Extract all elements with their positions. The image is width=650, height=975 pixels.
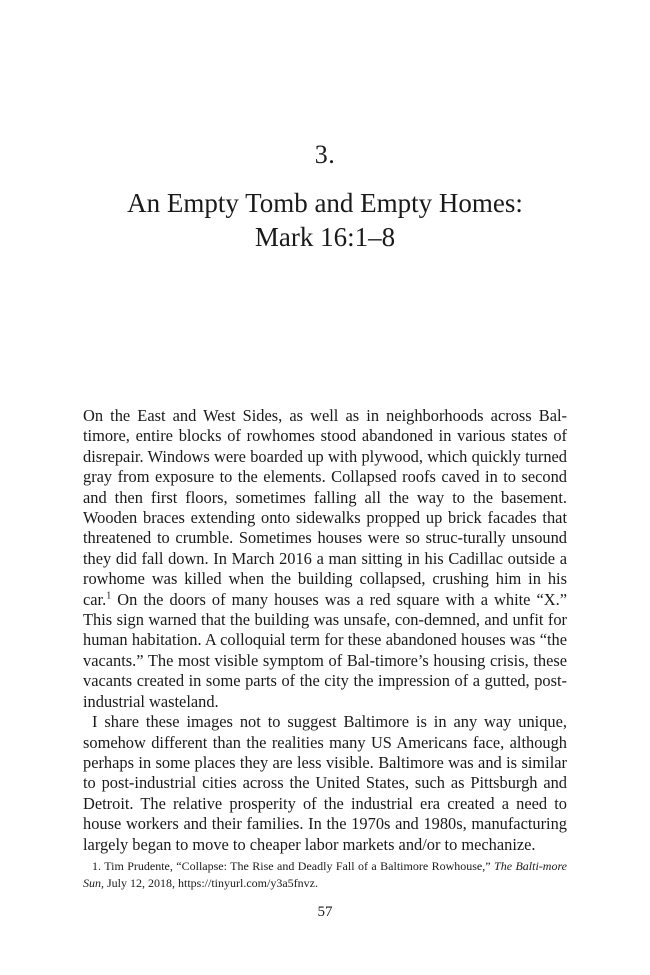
paragraph-1-continued: On the doors of many houses was a red square with a white “X.” This sign warned that the building was unsafe, con-demned, and unfit for human habitation. A colloquial term for these abandoned houses was “the vacants.” The most visible symptom of Bal-timore’s housing crisis, these vacants created in some parts of the city the impression of a gutted, post-industrial wasteland. (83, 589, 567, 711)
footnote-publication: The Balti-more Sun (83, 859, 567, 890)
body-text (83, 406, 567, 855)
footnote-reference: 1 (106, 590, 112, 602)
footnote-text-before: Tim Prudente, “Collapse: The Rise and Deadly Fall of a Baltimore Rowhouse,” (101, 859, 495, 873)
footnote-number: 1. (92, 859, 101, 873)
paragraph-1 (83, 406, 567, 712)
page-number: 57 (317, 904, 333, 920)
chapter-title-line1: An Empty Tomb and Empty Homes: (127, 188, 523, 218)
chapter-number: 3. (314, 140, 336, 169)
footnote (83, 858, 567, 892)
chapter-title (0, 186, 650, 254)
chapter-title-line2: Mark 16:1–8 (254, 222, 396, 252)
paragraph-2: I share these images not to suggest Baltimore is in any way unique, somehow different than the realities many US Americans face, although perhaps in some places they are less visible. Baltimore was and is similar to post-industrial cities across the United States, such as Pittsburgh and Detroit. The relative prosperity of the industrial era created a need to house workers and their families. In the 1970s and 1980s, manufacturing largely began to move to cheaper labor markets and/or to mechanize. (83, 712, 567, 854)
footnote-text-after: , July 12, 2018, https://tinyurl.com/y3a5fnvz. (101, 876, 318, 890)
paragraph-1-text: On the East and West Sides, as well as in neighborhoods across Bal-timore, entire blocks of rowhomes stood abandoned in various states of disrepair. Windows were boarded up with plywood, which quickly turned gray from exposure to the elements. Collapsed roofs caved in to second and then first floors, sometimes falling all the way to the basement. Wooden braces extending onto sidewalks propped up brick facades that threatened to crumble. Sometimes houses were so struc-turally unsound they did fall down. In March 2016 a man sitting in his Cadillac outside a rowhome was killed when the building collapsed, crushing him in his car. (83, 406, 567, 609)
